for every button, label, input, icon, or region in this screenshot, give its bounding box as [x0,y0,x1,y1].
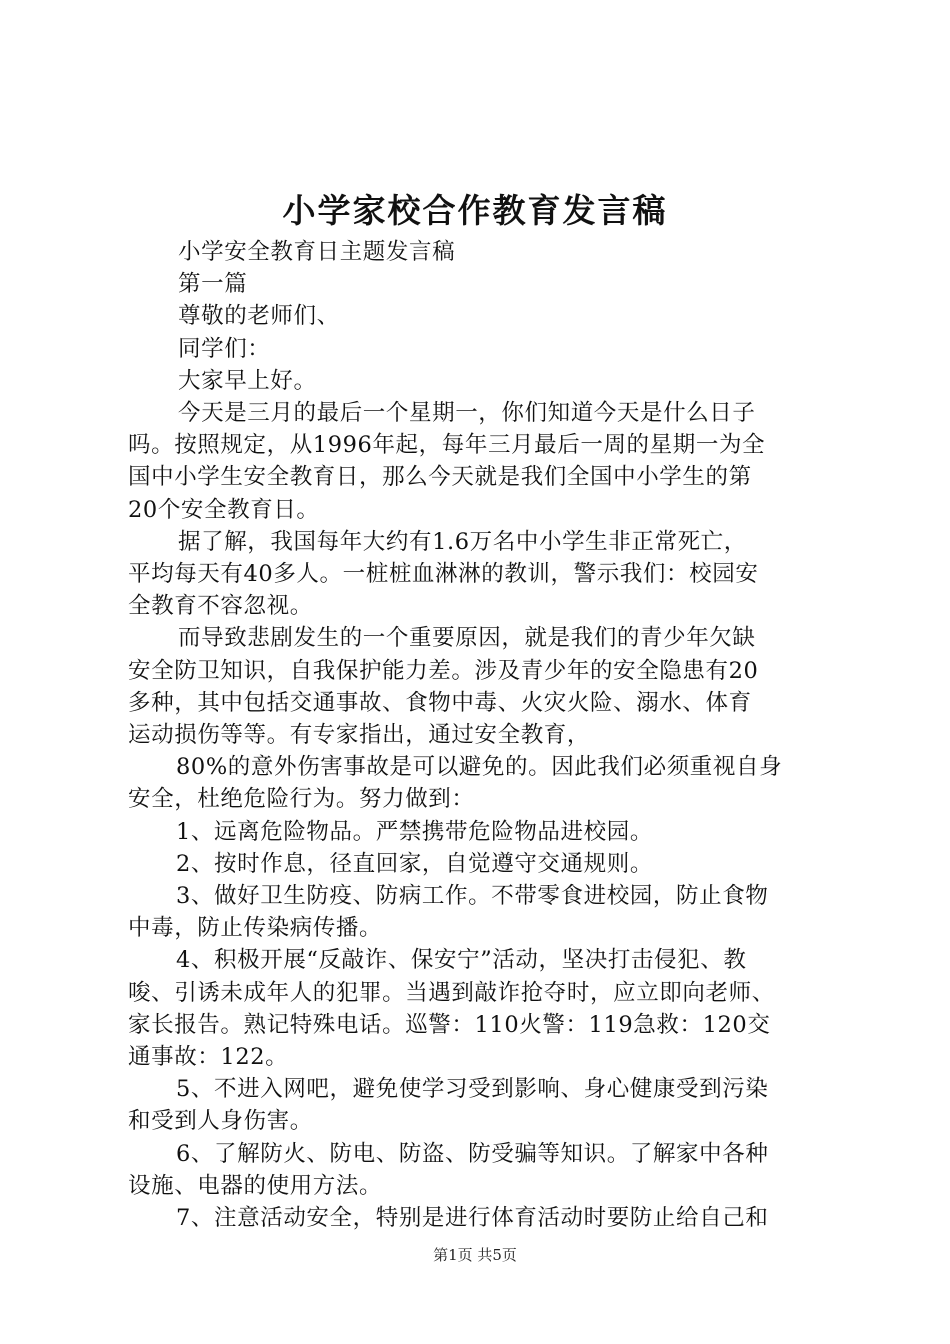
paragraph-line: 运动损伤等等。有专家指出，通过安全教育， [128,722,591,749]
list-item: 1、远离危险物品。严禁携带危险物品进校园。 [176,818,653,845]
salutation-line: 同学们： [178,335,271,362]
paragraph-line: 设施、电器的使用方法。 [128,1172,383,1199]
paragraph-line: 20个安全教育日。 [128,496,320,523]
paragraph-line: 安全防卫知识，自我保护能力差。涉及青少年的安全隐患有20 [128,657,759,684]
paragraph-line: 国中小学生安全教育日，那么今天就是我们全国中小学生的第 [128,464,752,491]
paragraph-line: 而导致悲剧发生的一个重要原因，就是我们的青少年欠缺 [178,625,756,652]
section-label: 第一篇 [178,271,248,298]
document-title: 小学家校合作教育发言稿 [282,191,668,230]
salutation-line: 尊敬的老师们、 [178,303,340,330]
paragraph-line: 平均每天有40多人。一桩桩血淋淋的教训，警示我们：校园安 [128,561,759,588]
subtitle-line: 小学安全教育日主题发言稿 [178,239,456,265]
list-item: 6、了解防火、防电、防盗、防受骗等知识。了解家中各种 [176,1140,769,1167]
page-footer: 第1页 共5页 [433,1246,517,1264]
paragraph-line: 唆、引诱未成年人的犯罪。当遇到敲诈抢夺时，应立即向老师、 [128,979,775,1006]
list-item: 5、不进入网吧，避免使学习受到影响、身心健康受到污染 [176,1076,769,1103]
paragraph-line: 据了解，我国每年大约有1.6万名中小学生非正常死亡， [178,528,747,555]
paragraph-line: 80%的意外伤害事故是可以避免的。因此我们必须重视自身 [176,754,783,781]
list-item: 4、积极开展“反敲诈、保安宁”活动，坚决打击侵犯、教 [176,947,747,974]
paragraph-line: 吗。按照规定，从1996年起，每年三月最后一周的星期一为全 [128,432,766,459]
paragraph-line: 家长报告。熟记特殊电话。巡警：110火警：119急救：120交 [128,1011,771,1038]
list-item: 2、按时作息，径直回家，自觉遵守交通规则。 [176,850,653,877]
paragraph-line: 通事故：122。 [128,1044,289,1071]
document-body [128,236,840,1234]
list-item: 7、注意活动安全，特别是进行体育活动时要防止给自己和 [176,1205,769,1232]
paragraph-line: 中毒，防止传染病传播。 [128,915,383,942]
paragraph-line: 多种，其中包括交通事故、食物中毒、火灾火险、溺水、体育 [128,689,752,716]
paragraph-line: 今天是三月的最后一个星期一，你们知道今天是什么日子 [178,400,756,427]
paragraph-line: 全教育不容忽视。 [128,593,313,620]
greeting-line: 大家早上好。 [178,367,317,394]
paragraph-line: 和受到人身伤害。 [128,1108,313,1135]
paragraph-line: 安全，杜绝危险行为。努力做到： [128,786,475,813]
list-item: 3、做好卫生防疫、防病工作。不带零食进校园，防止食物 [176,883,769,910]
